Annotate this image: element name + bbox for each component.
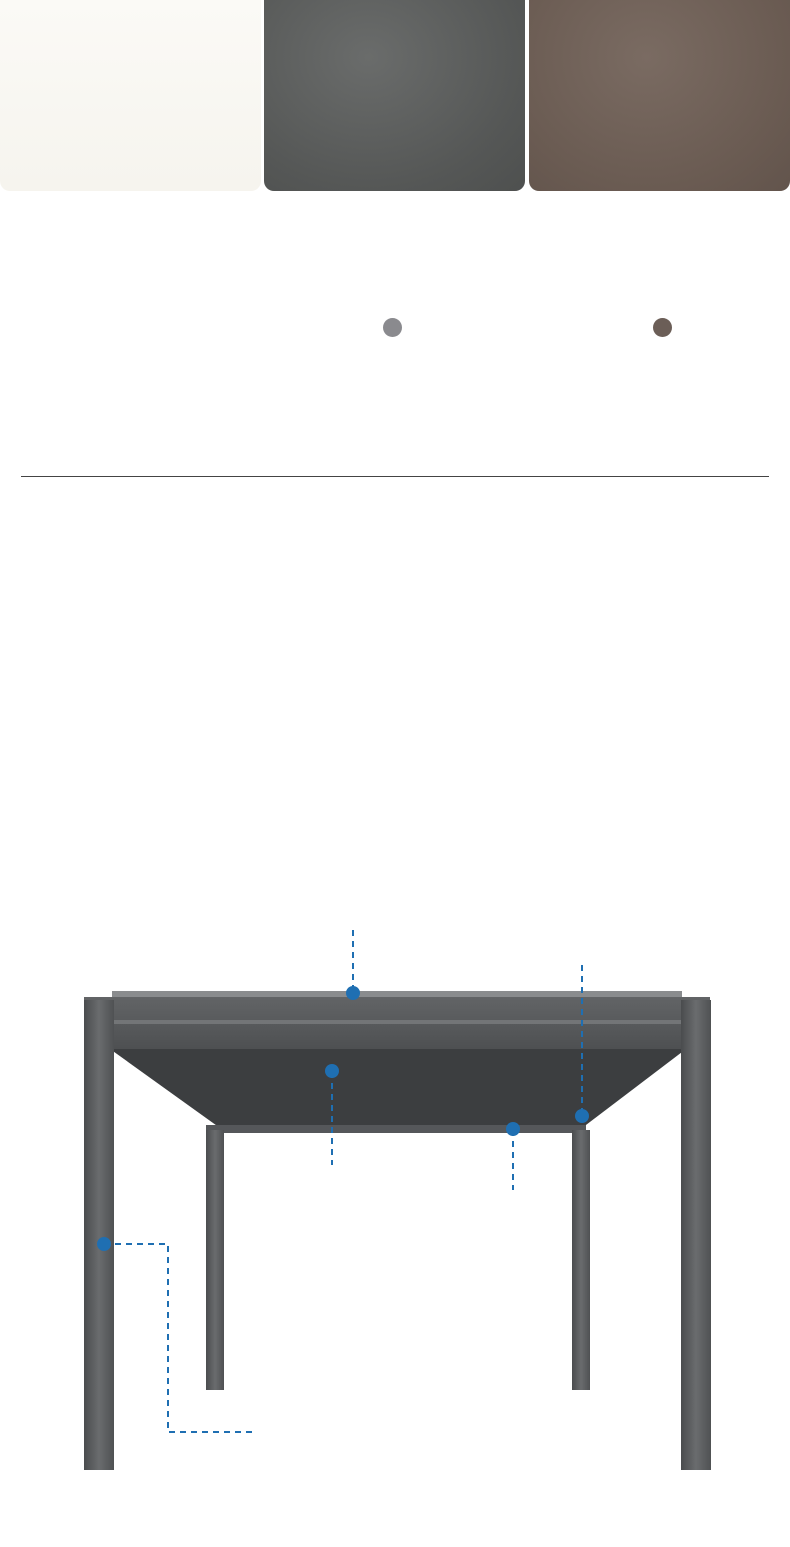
led-marker [325, 1064, 339, 1078]
posts-callout-line [104, 1244, 252, 1432]
top-louvers [112, 991, 682, 997]
louver-marker [346, 986, 360, 1000]
blind-marker [506, 1122, 520, 1136]
ceiling-louvers [110, 1049, 686, 1128]
rear-beam [206, 1125, 586, 1133]
rear-right-post [572, 1130, 590, 1390]
rear-left-post [206, 1130, 224, 1390]
gutter-marker [575, 1109, 589, 1123]
posts-marker [97, 1237, 111, 1251]
front-left-post [84, 1000, 114, 1470]
front-right-post [681, 1000, 711, 1470]
